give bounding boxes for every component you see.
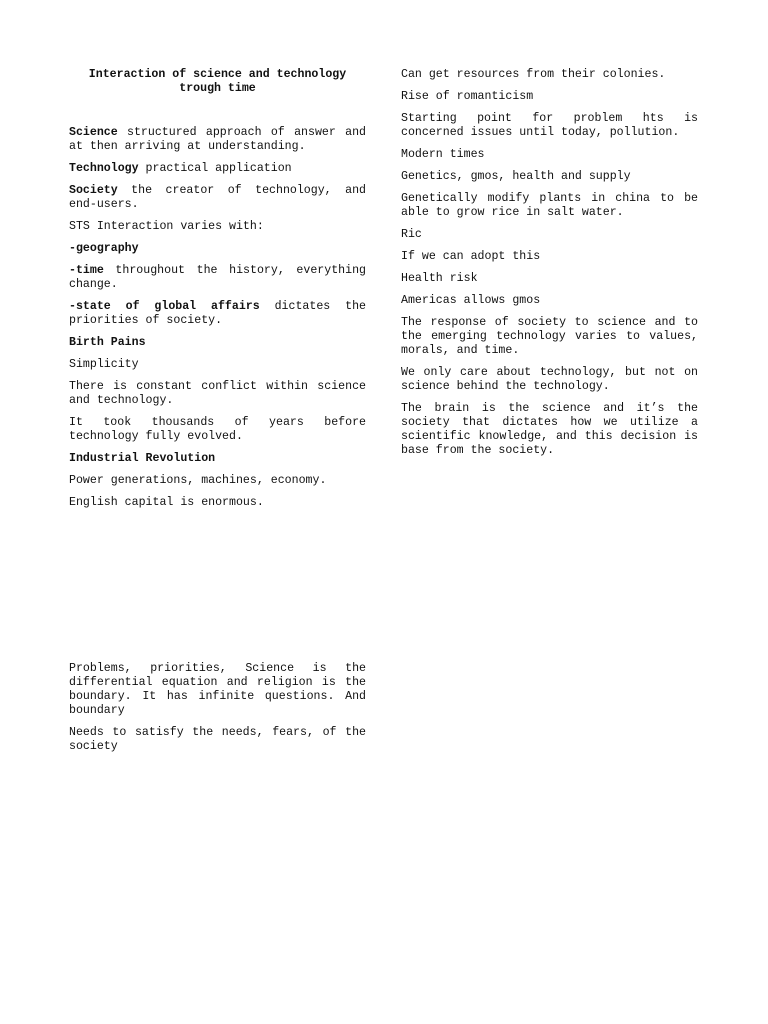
- science-text: structured approach of answer and at then arriving at understanding.: [69, 126, 366, 153]
- global-affairs-item: [69, 300, 366, 328]
- english-capital-text: English capital is enormous.: [69, 496, 264, 509]
- society-definition: [69, 184, 366, 212]
- thousands-text: It took thousands of years before technology fully evolved.: [69, 416, 366, 443]
- science-definition: [69, 126, 366, 154]
- right-column: [401, 68, 698, 466]
- technology-text: practical application: [138, 162, 292, 175]
- global-affairs-term: -state of global affairs: [69, 300, 260, 313]
- society-term: Society: [69, 184, 118, 197]
- science-term: Science: [69, 126, 118, 139]
- society-text: the creator of technology, and end-users.: [69, 184, 366, 211]
- romanticism-text: Rise of romanticism: [401, 90, 534, 103]
- time-term: -time: [69, 264, 104, 277]
- adopt-text: If we can adopt this: [401, 250, 541, 263]
- technology-definition: [69, 162, 366, 176]
- conflict-text: There is constant conflict within science and technology.: [69, 380, 366, 407]
- resources-text: Can get resources from their colonies.: [401, 68, 666, 81]
- response-text: The response of society to science and to the emerging technology varies to values, morals, and time.: [401, 316, 698, 357]
- global-affairs-text: dictates the priorities of society.: [69, 300, 366, 327]
- needs-text: Needs to satisfy the needs, fears, of the society: [69, 726, 366, 753]
- document-title: Interaction of science and technology trough time: [88, 68, 347, 95]
- geography-item: [69, 242, 366, 256]
- industrial-revolution-heading: [69, 452, 366, 466]
- brain-text: The brain is the science and it’s the society that dictates how we utilize a scientific knowledge, and this decision is base from the society.: [401, 402, 698, 457]
- health-risk-text: Health risk: [401, 272, 478, 285]
- modern-times-text: Modern times: [401, 148, 485, 161]
- industrial-revolution-label: Industrial Revolution: [69, 452, 216, 465]
- left-column: [69, 68, 366, 518]
- power-text: Power generations, machines, economy.: [69, 474, 327, 487]
- technology-term: Technology: [69, 162, 139, 175]
- problems-text: Problems, priorities, Science is the differential equation and religion is the boundary. It has infinite questions. And boundary: [69, 662, 366, 717]
- genetics-text: Genetics, gmos, health and supply: [401, 170, 631, 183]
- time-text: throughout the history, everything change.: [69, 264, 366, 291]
- genetically-modify-text: Genetically modify plants in china to be able to grow rice in salt water.: [401, 192, 698, 219]
- americas-text: Americas allows gmos: [401, 294, 541, 307]
- sts-varies-text: STS Interaction varies with:: [69, 220, 264, 233]
- geography-term: -geography: [69, 242, 139, 255]
- birth-pains-label: Birth Pains: [69, 336, 146, 349]
- birth-pains-heading: [69, 336, 366, 350]
- care-text: We only care about technology, but not on science behind the technology.: [401, 366, 698, 393]
- ric-text: Ric: [401, 228, 422, 241]
- starting-point-text: Starting point for problem hts is concerned issues until today, pollution.: [401, 112, 698, 139]
- time-item: [69, 264, 366, 292]
- simplicity-text: Simplicity: [69, 358, 139, 371]
- lower-left-section: [69, 662, 366, 762]
